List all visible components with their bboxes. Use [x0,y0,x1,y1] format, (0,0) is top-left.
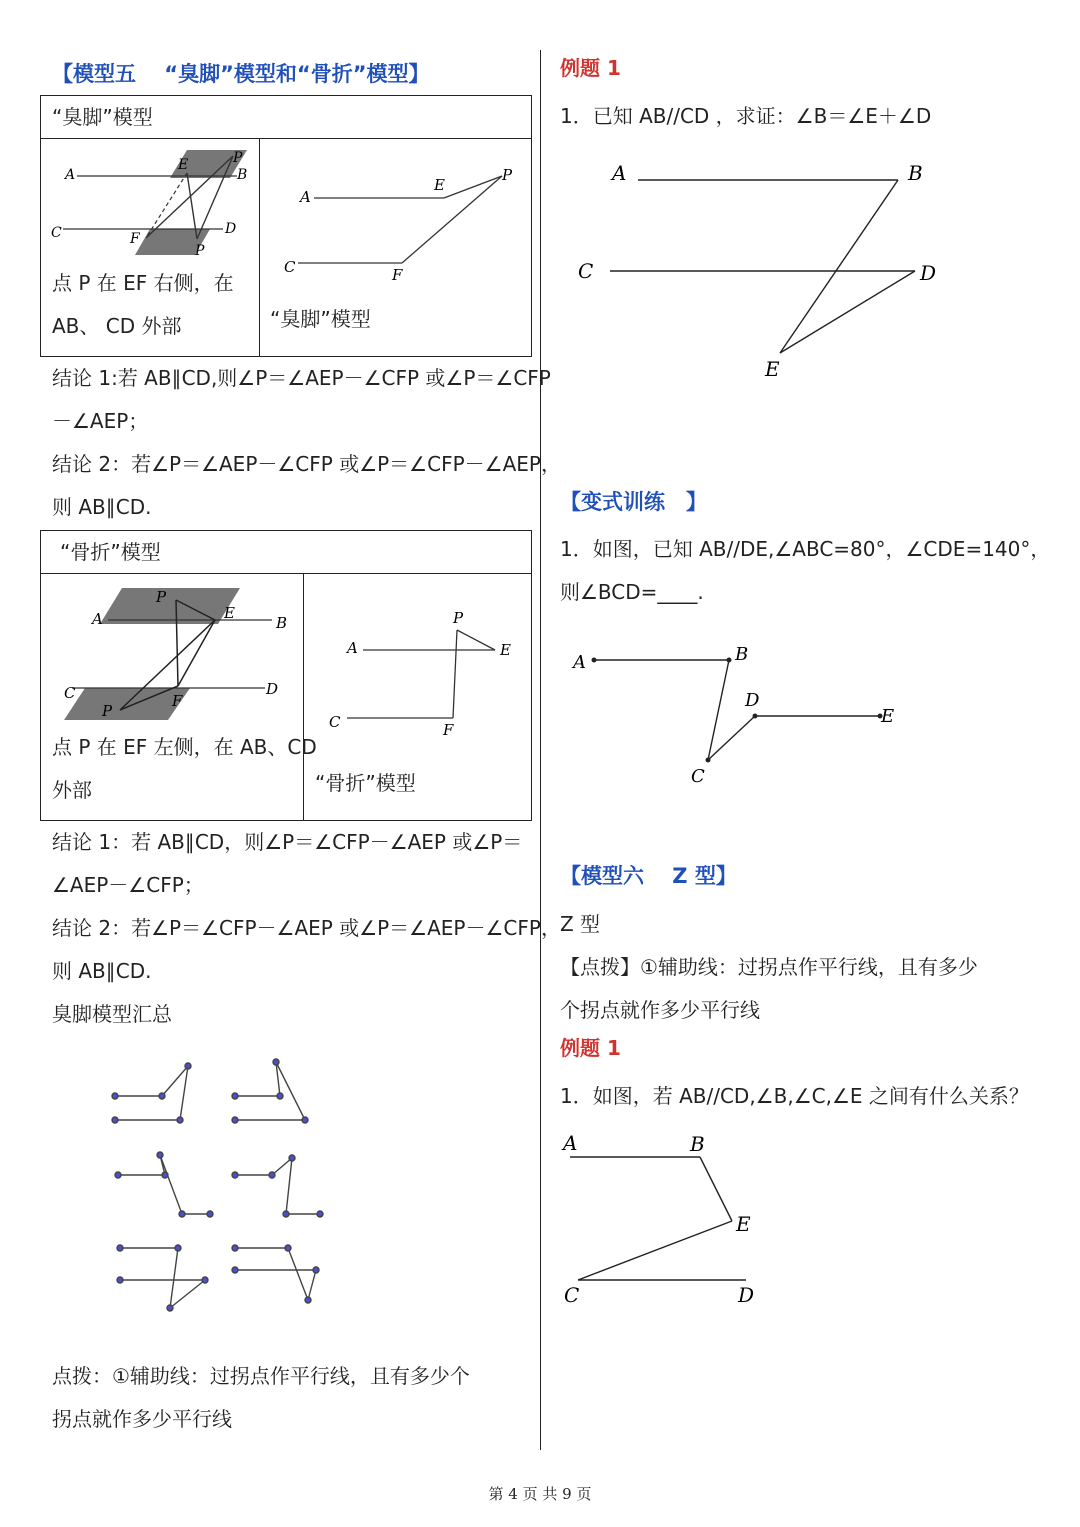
box1-plane-figure [284,160,530,290]
box2-conclusion-4: 则 AB∥CD. [52,959,152,983]
svg-text:P: P [453,609,464,627]
box2-plane-figure [325,605,525,740]
page-footer: 第 4 页 共 9 页 [488,1485,592,1503]
svg-text:D: D [738,1283,755,1307]
variant-line1: 1．如图，已知 AB//DE,∠ABC=80°，∠CDE=140°， [560,537,1051,561]
box2-col-divider [303,573,304,821]
example1-title: 例题 1 [560,56,621,80]
example1-text: 1．已知 AB//CD ，求证：∠B＝∠E＋∠D [560,104,932,128]
box1-conclusion-4: 则 AB∥CD. [52,495,152,519]
right-tip-line2: 个拐点就作多少平行线 [560,998,760,1022]
svg-text:A: A [300,188,311,206]
svg-text:P: P [156,588,167,606]
svg-text:A: A [563,1131,578,1155]
z-label: Z 型 [560,912,601,936]
svg-text:E: E [500,641,511,659]
model5-heading: 【模型五 “臭脚”模型和“骨折”模型】 [52,62,430,86]
variant-figure [565,640,925,790]
example2-title: 例题 1 [560,1036,621,1060]
svg-text:C: C [64,684,76,702]
box2-desc-line2: 外部 [52,778,92,802]
label-P2: P [195,243,205,259]
box1-title: “臭脚”模型 [52,105,153,129]
column-divider [540,50,541,1450]
right-tip-line1: 【点拨】①辅助线：过拐点作平行线，且有多少 [560,955,978,979]
box2-conclusion-3: 结论 2：若∠P＝∠CFP－∠AEP 或∠P＝∠AEP－∠CFP， [52,916,561,940]
svg-text:F: F [172,692,183,710]
label-A: A [65,167,76,183]
box2-conclusion-1: 结论 1：若 AB∥CD，则∠P＝∠CFP－∠AEP 或∠P＝ [52,830,523,854]
upper-plane-2 [100,588,240,624]
svg-text:C: C [329,713,341,731]
label-E: E [178,157,189,173]
example2-figure [560,1130,790,1320]
svg-text:C: C [564,1283,580,1307]
svg-text:D: D [920,261,937,285]
svg-text:B: B [690,1132,705,1156]
left-tip-line1: 点拨：①辅助线：过拐点作平行线，且有多少个 [52,1364,470,1388]
box1-caption: “臭脚”模型 [270,307,371,331]
svg-text:F: F [443,721,454,739]
label-F: F [130,231,140,247]
box2-desc-line1: 点 P 在 EF 左侧，在 AB、CD [52,735,317,759]
svg-text:A: A [92,610,103,628]
svg-text:C: C [578,259,594,283]
svg-text:E: E [736,1212,751,1236]
svg-text:A: A [573,652,586,673]
variant-line2: 则∠BCD=____. [560,580,704,604]
svg-text:P: P [102,702,113,720]
box2-caption: “骨折”模型 [315,771,416,795]
box2-title: “骨折”模型 [60,540,161,564]
svg-text:D: D [266,680,279,698]
svg-text:E: E [881,706,895,727]
box1-col-divider [259,138,260,357]
svg-text:A: A [612,161,627,185]
box2-3d-figure [60,582,300,722]
svg-text:E: E [434,176,445,194]
svg-text:B: B [735,644,749,665]
svg-text:E: E [224,604,235,622]
box2-conclusion-2: ∠AEP－∠CFP； [52,873,204,897]
label-C: C [51,225,62,241]
box1-3d-figure [45,145,255,265]
svg-text:F: F [392,266,403,284]
box1-desc-line1: 点 P 在 EF 右侧，在 [52,271,234,295]
box1-conclusion-2: －∠AEP； [52,409,149,433]
variant-title: 【变式训练 】 [560,490,707,514]
example2-text: 1．如图，若 AB//CD,∠B,∠C,∠E 之间有什么关系？ [560,1084,1029,1108]
svg-text:P: P [502,166,513,184]
svg-text:D: D [745,690,760,711]
svg-text:B: B [276,614,288,632]
box1-conclusion-3: 结论 2：若∠P＝∠AEP－∠CFP 或∠P＝∠CFP－∠AEP， [52,452,561,476]
summary-title: 臭脚模型汇总 [52,1002,172,1026]
svg-text:A: A [347,639,358,657]
svg-text:C: C [284,258,296,276]
label-D: D [225,221,237,237]
label-P: P [233,150,243,166]
summary-figures [100,1050,340,1320]
model6-title: 【模型六 Z 型】 [560,864,737,888]
svg-text:E: E [765,357,780,381]
left-tip-line2: 拐点就作多少平行线 [52,1407,232,1431]
box1-conclusion-1: 结论 1:若 AB∥CD,则∠P＝∠AEP－∠CFP 或∠P＝∠CFP [52,366,551,390]
example1-figure [570,150,970,390]
svg-text:C: C [691,766,705,787]
svg-text:B: B [908,161,923,185]
box1-desc-line2: AB、 CD 外部 [52,314,182,338]
label-B: B [237,167,248,183]
